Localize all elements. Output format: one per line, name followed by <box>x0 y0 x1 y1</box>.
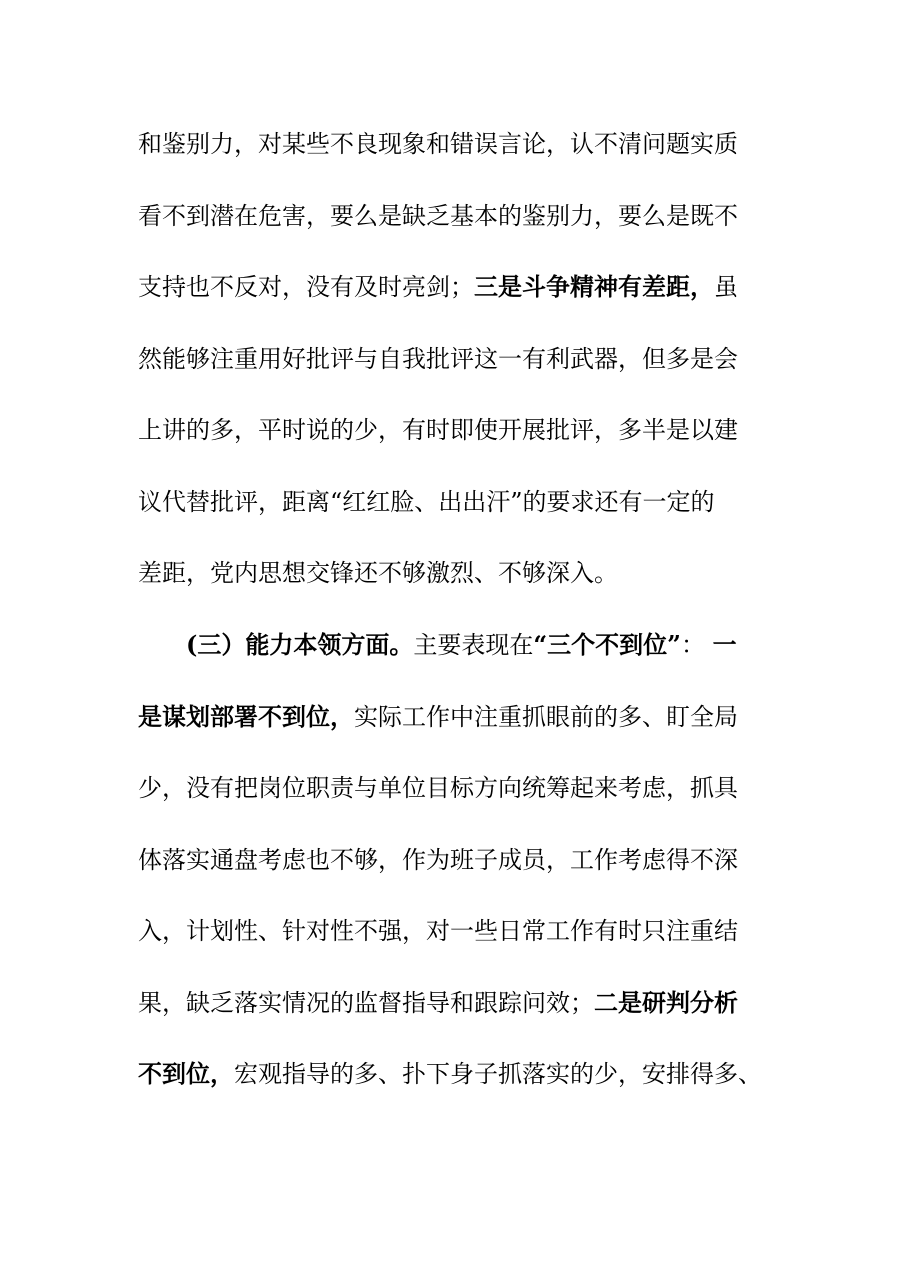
text-line <box>138 556 778 590</box>
section-heading: (三）能力本领方面。 <box>186 630 414 659</box>
text-segment: 上讲的多，平时说的少，有时即使开展批评，多半是以建 <box>138 416 738 444</box>
text-segment: 宏观指导的多、扑下身子抓落实的少，安排得多、 <box>234 1060 762 1088</box>
text-segment: 支持也不反对，没有及时亮剑； <box>138 273 474 301</box>
text-segment: 和鉴别力，对某些不良现象和错误言论，认不清问题实质 <box>138 130 738 158</box>
text-line <box>138 1057 778 1091</box>
text-segment: 差距，党内思想交锋还不够激烈、不够深入。 <box>138 559 618 587</box>
text-line <box>138 199 778 233</box>
text-line <box>138 914 778 948</box>
bold-heading-segment: 二是研判分析 <box>594 988 738 1017</box>
text-line <box>138 127 778 161</box>
text-segment: 入，计划性、针对性不强，对一些日常工作有时只注重结 <box>138 917 738 945</box>
text-segment: 实际工作中注重抓眼前的多、盯全局 <box>354 703 738 731</box>
text-line <box>138 413 778 447</box>
text-segment: ： <box>680 631 713 659</box>
text-line <box>138 843 778 877</box>
text-segment: 然能够注重用好批评与自我批评这一有利武器，但多是会 <box>138 345 738 373</box>
text-segment: 看不到潜在危害，要么是缺乏基本的鉴别力，要么是既不 <box>138 202 738 230</box>
bold-heading-segment: 不到位， <box>138 1059 234 1088</box>
text-segment: 议代替批评，距离“红红脸、出出汗”的要求还有一定的 <box>138 488 715 516</box>
bold-heading-segment: 三是斗争精神有差距， <box>474 272 714 301</box>
text-line <box>138 986 778 1020</box>
text-segment: 果，缺乏落实情况的监督指导和跟踪问效； <box>138 989 594 1017</box>
section-heading-line <box>186 628 778 662</box>
text-segment: 主要表现在 <box>413 631 534 659</box>
text-line <box>138 342 778 376</box>
text-line <box>138 700 778 734</box>
text-segment: 少，没有把岗位职责与单位目标方向统筹起来考虑，抓具 <box>138 774 738 802</box>
bold-heading-segment: 是谋划部署不到位， <box>138 702 354 731</box>
bold-heading-segment: 一 <box>712 630 737 659</box>
text-line <box>138 270 778 304</box>
bold-quote-segment: “三个不到位” <box>533 630 681 659</box>
text-segment: 虽 <box>714 273 738 301</box>
text-segment: 体落实通盘考虑也不够，作为班子成员，工作考虑得不深 <box>138 846 738 874</box>
text-line <box>138 771 778 805</box>
text-line <box>138 485 778 519</box>
